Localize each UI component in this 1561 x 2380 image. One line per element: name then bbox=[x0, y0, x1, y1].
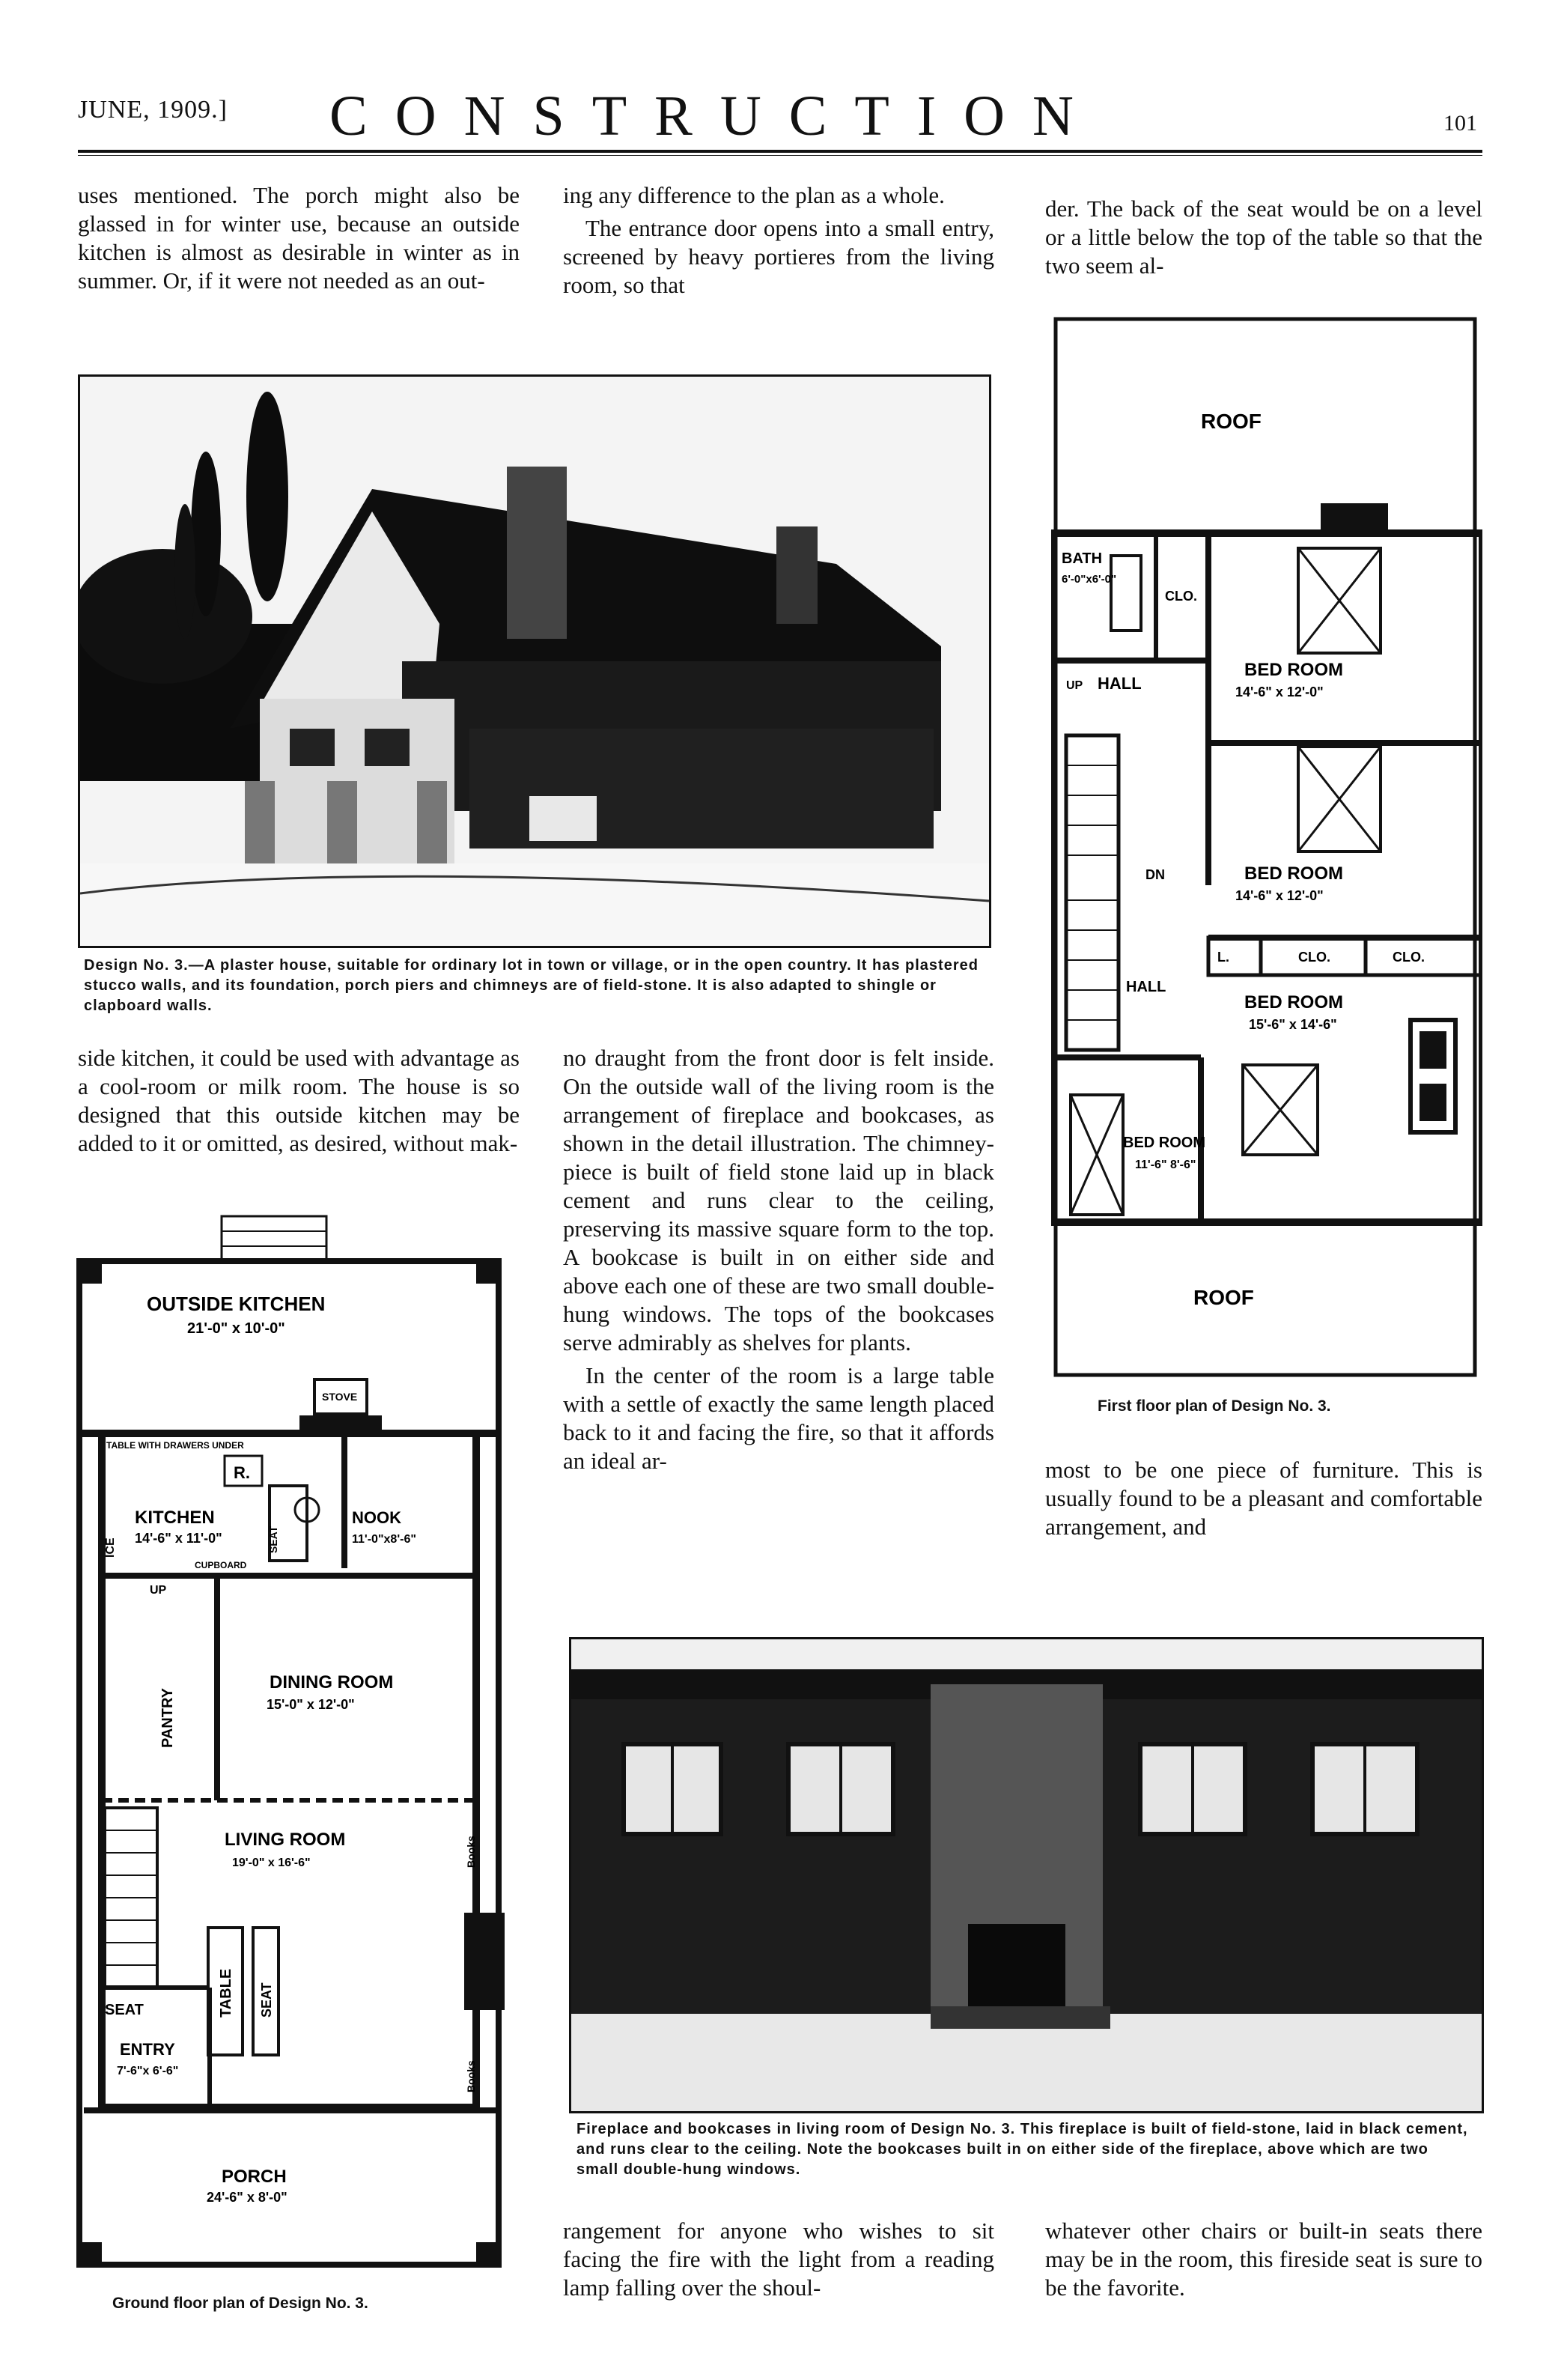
bath-size: 6'-0"x6'-0" bbox=[1062, 573, 1117, 586]
column-3-top-text bbox=[1045, 195, 1482, 285]
fireplace-photo-caption: Fireplace and bookcases in living room of Design No. 3. This fireplace is built of field-stone, laid in black cement, and runs clear to the ceiling. Note the bookcases built in on either side of the fireplace, above which are two small double-hung windows. bbox=[576, 2121, 1468, 2178]
nook-seat-label: SEAT bbox=[267, 1526, 279, 1553]
icebox-label: ICE bbox=[104, 1537, 117, 1558]
bedroom-2-size: 14'-6" x 12'-0" bbox=[1235, 888, 1324, 903]
magazine-title: CONSTRUCTION bbox=[329, 85, 1101, 148]
house-photo bbox=[78, 374, 991, 948]
column-1-mid-text bbox=[78, 1044, 520, 1162]
nook-size: 11'-0"x8'-6" bbox=[352, 1533, 416, 1546]
kitchen-size: 14'-6" x 11'-0" bbox=[135, 1531, 222, 1546]
books-2-label: Books bbox=[465, 2060, 477, 2092]
closet-2-label: CLO. bbox=[1298, 950, 1330, 965]
bedroom-1-size: 14'-6" x 12'-0" bbox=[1235, 684, 1324, 699]
porch-size: 24'-6" x 8'-0" bbox=[207, 2190, 287, 2205]
fireplace-photo-image bbox=[571, 1639, 1482, 2111]
paragraph: most to be one piece of furniture. This is usually found to be a pleasant and comfortable arrangement, and bbox=[1045, 1457, 1482, 1540]
bedroom-3-label: BED ROOM bbox=[1244, 992, 1343, 1013]
entry-label: ENTRY bbox=[120, 2040, 175, 2059]
hall-2-label: HALL bbox=[1126, 979, 1166, 995]
column-2-bottom-text bbox=[563, 2217, 994, 2307]
bedroom-4-size: 11'-6" 8'-6" bbox=[1135, 1159, 1196, 1171]
up-label: UP bbox=[150, 1584, 167, 1597]
dining-room-label: DINING ROOM bbox=[270, 1672, 394, 1693]
table-label: TABLE bbox=[218, 1968, 234, 2018]
closet-label: CLO. bbox=[1165, 589, 1197, 604]
house-photo-caption: Design No. 3.—A plaster house, suitable for ordinary lot in town or village, or in the open country. It has plastered stucco walls, and its foundation, porch piers and chimneys are of field-stone. It is also adapted to shingle or clapboard walls. bbox=[84, 957, 979, 1014]
bedroom-2-label: BED ROOM bbox=[1244, 863, 1343, 884]
paragraph: whatever other chairs or built-in seats there may be in the room, this fireside seat is sure to be the favorite. bbox=[1045, 2217, 1482, 2301]
column-2-mid-text bbox=[563, 1044, 994, 1480]
column-3-bottom-text bbox=[1045, 2217, 1482, 2307]
living-room-label: LIVING ROOM bbox=[225, 1830, 346, 1850]
paragraph: der. The back of the seat would be on a level or a little below the top of the table so that the two seem al- bbox=[1045, 195, 1482, 279]
bedroom-4-label: BED ROOM bbox=[1123, 1135, 1205, 1151]
outside-kitchen-size: 21'-0" x 10'-0" bbox=[187, 1320, 285, 1337]
fireplace-photo bbox=[569, 1637, 1484, 2113]
bath-label: BATH bbox=[1062, 550, 1103, 567]
paragraph: rangement for anyone who wishes to sit facing the fire with the light from a reading lamp falling over the shoul- bbox=[563, 2217, 994, 2301]
dining-room-size: 15'-0" x 12'-0" bbox=[267, 1697, 355, 1712]
paragraph: ing any difference to the plan as a whole. bbox=[563, 182, 945, 208]
entry-size: 7'-6"x 6'-6" bbox=[117, 2065, 179, 2077]
cupboard-label: CUPBOARD bbox=[195, 1560, 247, 1570]
up-label: UP bbox=[1066, 679, 1083, 692]
linen-label: L. bbox=[1217, 950, 1229, 965]
house-photo-image bbox=[80, 377, 989, 946]
page-number: 101 bbox=[1443, 111, 1477, 136]
settle-label: SEAT bbox=[259, 1982, 274, 2018]
porch-label: PORCH bbox=[222, 2167, 287, 2187]
hall-label: HALL bbox=[1098, 674, 1142, 693]
header-rule-thin bbox=[78, 155, 1482, 156]
paragraph: side kitchen, it could be used with advantage as a cool-room or milk room. The house is so designed that this outside kitchen may be added to it or omitted, as desired, without mak- bbox=[78, 1045, 520, 1156]
column-1-top-text bbox=[78, 181, 520, 300]
bedroom-1-label: BED ROOM bbox=[1244, 660, 1343, 680]
outside-kitchen-label: OUTSIDE KITCHEN bbox=[147, 1293, 326, 1315]
refrigerator-label: R. bbox=[234, 1463, 250, 1482]
roof-top-label: ROOF bbox=[1201, 410, 1262, 433]
entry-seat-label: SEAT bbox=[105, 2002, 144, 2018]
header-rule bbox=[78, 150, 1482, 153]
bedroom-3-size: 15'-6" x 14'-6" bbox=[1249, 1017, 1337, 1032]
column-2-top-text bbox=[563, 181, 994, 304]
issue-date: JUNE, 1909.] bbox=[78, 96, 228, 124]
living-room-size: 19'-0" x 16'-6" bbox=[232, 1857, 311, 1869]
dn-label: DN bbox=[1145, 867, 1165, 882]
paragraph: no draught from the front door is felt inside. On the outside wall of the living room is the arrangement of fireplace and bookcases, as shown in the detail illustration. The chimney-piece is built of field stone laid up in black cement and runs clear to the ceiling, preserving its massive square form to the top. A bookcase is built in on either side and above each one of these are two small double-hung windows. The tops of the bookcases serve admirably as shelves for plants. bbox=[563, 1045, 994, 1356]
pantry-label: PANTRY bbox=[159, 1688, 176, 1748]
books-label: Books bbox=[465, 1836, 477, 1868]
paragraph: uses mentioned. The porch might also be glassed in for winter use, because an outside kitchen is almost as desirable in winter as in summer. Or, if it were not needed as an out- bbox=[78, 182, 520, 294]
first-floor-plan bbox=[1051, 316, 1482, 1379]
kitchen-label: KITCHEN bbox=[135, 1508, 215, 1528]
ground-floor-plan bbox=[75, 1209, 505, 2287]
column-3-mid-text bbox=[1045, 1456, 1482, 1546]
first-floor-plan-caption: First floor plan of Design No. 3. bbox=[1098, 1397, 1331, 1415]
paragraph: In the center of the room is a large table with a settle of exactly the same length placed back to it and facing the fire, so that it affords an ideal ar- bbox=[563, 1362, 994, 1474]
stove-label: STOVE bbox=[322, 1391, 358, 1403]
roof-bottom-label: ROOF bbox=[1193, 1286, 1254, 1309]
table-drawers-label: TABLE WITH DRAWERS UNDER bbox=[106, 1440, 244, 1451]
nook-label: NOOK bbox=[352, 1508, 401, 1527]
paragraph: The entrance door opens into a small entry, screened by heavy portieres from the living room, so that bbox=[563, 215, 994, 298]
ground-floor-plan-caption: Ground floor plan of Design No. 3. bbox=[112, 2295, 368, 2312]
closet-3-label: CLO. bbox=[1393, 950, 1425, 965]
